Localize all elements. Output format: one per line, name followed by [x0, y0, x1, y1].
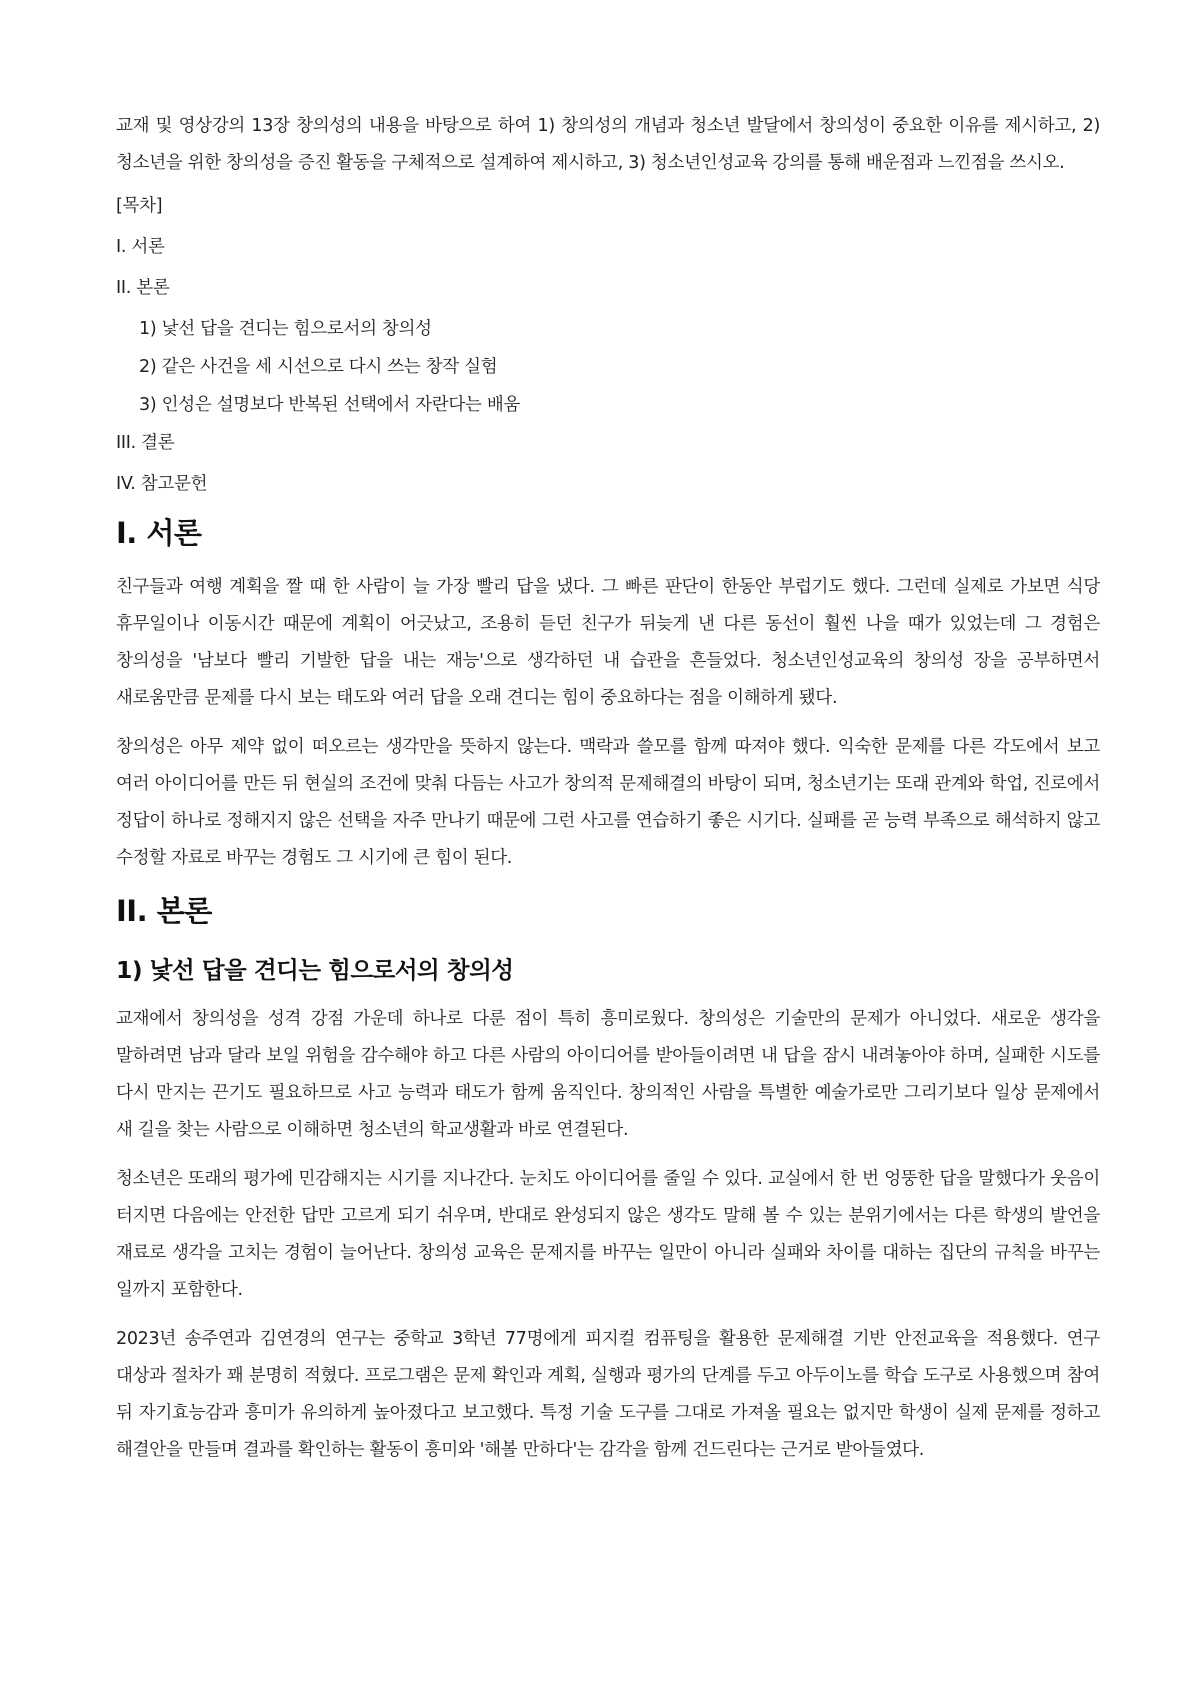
- toc-item-body-3: 3) 인성은 설명보다 반복된 선택에서 자란다는 배움: [139, 395, 521, 415]
- body-section-1-paragraph-2: 청소년은 또래의 평가에 민감해지는 시기를 지나간다. 눈치도 아이디어를 줄일 수 있다. 교실에서 한 번 엉뚱한 답을 말했다가 웃음이 터지면 다음에는 안전한 답만 고르게 되기 쉬우며, 반대로 완성되지 않은 생각도 말해 볼 수 있는 분위기에서는 다른 학생의 발언을 재료로 생각을 고치는 경험이 늘어난다. 창의성 교육은 문제지를 바꾸는 일만이 아니라 실패와 차이를 대하는 집단의 규칙을 바꾸는 일까지 포함한다.: [116, 1169, 1100, 1300]
- toc-item-body-2: 2) 같은 사건을 세 시선으로 다시 쓰는 창작 실험: [139, 357, 498, 377]
- body-heading: II. 본론: [116, 894, 212, 928]
- intro-paragraph-2: 창의성은 아무 제약 없이 떠오르는 생각만을 뜻하지 않는다. 맥락과 쓸모를 함께 따져야 했다. 익숙한 문제를 다른 각도에서 보고 여러 아이디어를 만든 뒤 현실의 조건에 맞춰 다듬는 사고가 창의적 문제해결의 바탕이 되며, 청소년기는 또래 관계와 학업, 진로에서 정답이 하나로 정해지지 않은 선택을 자주 만나기 때문에 그런 사고를 연습하기 좋은 시기다. 실패를 곧 능력 부족으로 해석하지 않고 수정할 자료로 바꾸는 경험도 그 시기에 큰 힘이 된다.: [116, 737, 1100, 868]
- intro-paragraph-1: 친구들과 여행 계획을 짤 때 한 사람이 늘 가장 빨리 답을 냈다. 그 빠른 판단이 한동안 부럽기도 했다. 그런데 실제로 가보면 식당 휴무일이나 이동시간 때문에 계획이 어긋났고, 조용히 듣던 친구가 뒤늦게 낸 다른 동선이 훨씬 나을 때가 있었는데 그 경험은 창의성을 '남보다 빨리 기발한 답을 내는 재능'으로 생각하던 내 습관을 흔들었다. 청소년인성교육의 창의성 장을 공부하면서 새로움만큼 문제를 다시 보는 태도와 여러 답을 오래 견디는 힘이 중요하다는 점을 이해하게 됐다.: [116, 577, 1100, 708]
- body-section-1-paragraph-3: 2023년 송주연과 김연경의 연구는 중학교 3학년 77명에게 피지컬 컴퓨팅을 활용한 문제해결 기반 안전교육을 적용했다. 연구 대상과 절차가 꽤 분명히 적혔다. 프로그램은 문제 확인과 계획, 실행과 평가의 단계를 두고 아두이노를 학습 도구로 사용했으며 참여 뒤 자기효능감과 흥미가 유의하게 높아졌다고 보고했다. 특정 기술 도구를 그대로 가져올 필요는 없지만 학생이 실제 문제를 정하고 해결안을 만들며 결과를 확인하는 활동이 흥미와 '해볼 만하다'는 감각을 함께 건드린다는 근거로 받아들였다.: [116, 1329, 1100, 1460]
- intro-heading: I. 서론: [116, 516, 202, 550]
- body-section-1-heading: 1) 낯선 답을 견디는 힘으로서의 창의성: [116, 956, 514, 984]
- toc-item-intro: I. 서론: [116, 237, 165, 257]
- assignment-prompt: 교재 및 영상강의 13장 창의성의 내용을 바탕으로 하여 1) 창의성의 개념과 청소년 발달에서 창의성이 중요한 이유를 제시하고, 2) 청소년을 위한 창의성을 증진 활동을 구체적으로 설계하여 제시하고, 3) 청소년인성교육 강의를 통해 배운점과 느낀점을 쓰시오.: [116, 116, 1100, 173]
- toc-heading: [목차]: [116, 196, 163, 216]
- body-section-1-paragraph-1: 교재에서 창의성을 성격 강점 가운데 하나로 다룬 점이 특히 흥미로웠다. 창의성은 기술만의 문제가 아니었다. 새로운 생각을 말하려면 남과 달라 보일 위험을 감수해야 하고 다른 사람의 아이디어를 받아들이려면 내 답을 잠시 내려놓아야 하며, 실패한 시도를 다시 만지는 끈기도 필요하므로 사고 능력과 태도가 함께 움직인다. 창의적인 사람을 특별한 예술가로만 그리기보다 일상 문제에서 새 길을 찾는 사람으로 이해하면 청소년의 학교생활과 바로 연결된다.: [116, 1009, 1100, 1140]
- toc-item-body-1: 1) 낯선 답을 견디는 힘으로서의 창의성: [139, 319, 432, 339]
- toc-item-conclusion: III. 결론: [116, 433, 175, 453]
- table-of-contents: [116, 194, 1100, 497]
- toc-item-references: IV. 참고문헌: [116, 474, 208, 494]
- toc-item-body: II. 본론: [116, 278, 170, 298]
